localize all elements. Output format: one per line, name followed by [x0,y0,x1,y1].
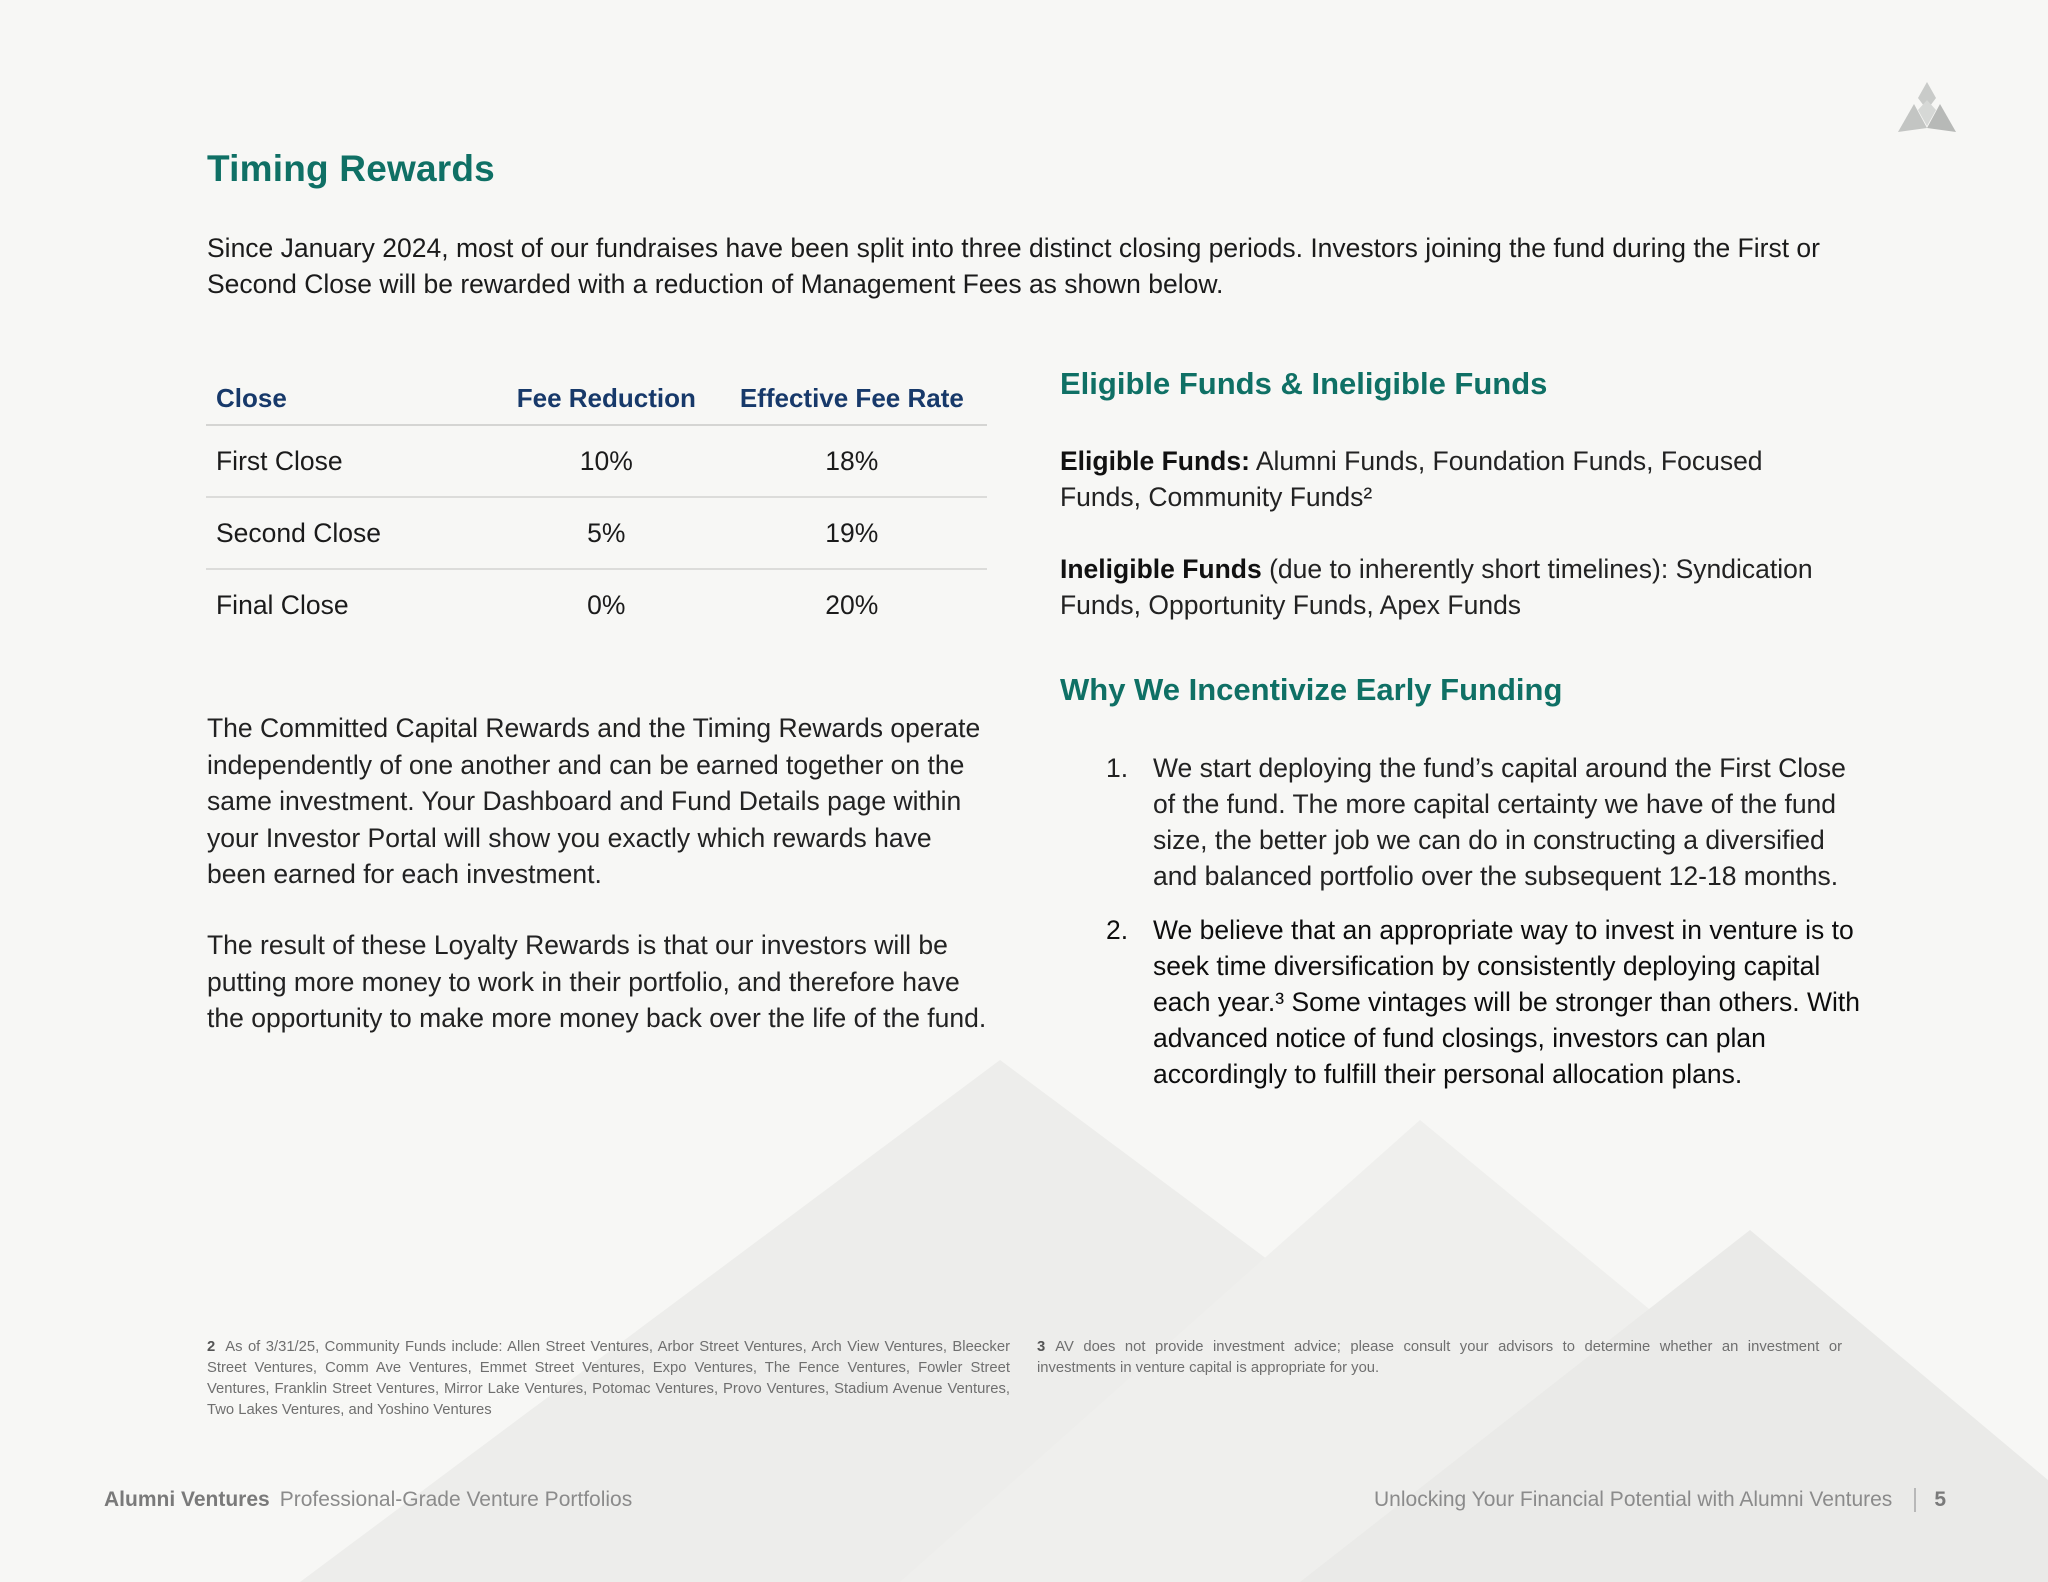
footer-right [1374,1488,1946,1512]
eligible-funds-heading: Eligible Funds & Ineligible Funds [1060,366,1548,401]
footer-left [104,1488,632,1512]
table-row [206,425,987,497]
footnote-3 [1037,1337,1842,1379]
cell-effective-fee-rate: 20% [825,589,879,620]
page-number: 5 [1934,1488,1946,1511]
footer-divider [1914,1488,1916,1512]
footnote-text: AV does not provide investment advice; please consult your advisors to determine whether an investment or investments in venture capital is appropriate for you. [1037,1339,1842,1376]
cell-fee-reduction: 5% [496,497,717,569]
eligible-funds-text: Alumni Funds, Foundation Funds, Focused Funds, Community Funds² [1060,446,1763,512]
cell-effective-fee-rate: 18% [717,425,987,497]
eligible-funds-label: Eligible Funds: [1060,446,1250,476]
alumni-ventures-logo-icon [1896,80,1958,136]
list-item [1060,750,1860,894]
header-effective-fee-rate: Effective Fee Rate [717,372,987,425]
fee-reduction-table [206,372,987,640]
reasons-list [1060,750,1860,1110]
rewards-independence-paragraph: The Committed Capital Rewards and the Timing Rewards operate independently of one another and can be earned together on the same investment. Your Dashboard and Fund Details page within your Investor Portal will show you exactly which rewards have been earned for each investment. [207,713,981,889]
footnote-2 [207,1337,1010,1421]
why-incentivize-heading: Why We Incentivize Early Funding [1060,672,1563,707]
cell-close: Second Close [206,497,496,569]
footnote-number: 2 [207,1339,216,1355]
footnote-text: As of 3/31/25, Community Funds include: Allen Street Ventures, Arbor Street Ventures, Arch View Ventures, Bleecker Street Ventures, Comm Ave Ventures, Emmet Street Ventures, Expo Ventures, The Fence Ventures, Fowler Street Ventures, Franklin Street Ventures, Mirror Lake Ventures, Potomac Ventures, Provo Ventures, Stadium Avenue Ventures, Two Lakes Ventures, and Yoshino Ventures [207,1339,1010,1418]
ineligible-funds-label: Ineligible Funds [1060,554,1262,584]
list-item [1060,912,1860,1092]
eligible-funds-paragraph [1060,443,1850,515]
table-row [206,569,987,640]
header-close: Close [206,372,496,425]
header-fee-reduction: Fee Reduction [496,372,717,425]
page-title: Timing Rewards [207,148,495,189]
table-header-row [206,372,987,425]
footer-document-title: Unlocking Your Financial Potential with Alumni Ventures [1374,1488,1893,1511]
cell-close: First Close [206,425,496,497]
intro-paragraph: Since January 2024, most of our fundraises have been split into three distinct closing periods. Investors joining the fund during the First or Second Close will be rewarded with a reduction of Management Fees as shown below. [207,233,1820,299]
footer-tagline: Professional-Grade Venture Portfolios [279,1488,633,1511]
loyalty-result-paragraph: The result of these Loyalty Rewards is that our investors will be putting more money to work in their portfolio, and therefore have the opportunity to make more money back over the life of the fund. [207,930,987,1033]
footnote-number: 3 [1037,1339,1046,1355]
footer-brand: Alumni Ventures [104,1488,270,1511]
list-item-text: We start deploying the fund’s capital around the First Close of the fund. The more capital certainty we have of the fund size, the better job we can do in constructing a diversified and balanced portfolio over the subsequent 12-18 months. [1153,753,1846,891]
list-item-text: We believe that an appropriate way to invest in venture is to seek time diversification by consistently deploying capital each year.³ Some vintages will be stronger than others. With advanced notice of fund closings, investors can plan accordingly to fulfill their personal allocation plans. [1153,915,1861,1089]
cell-close: Final Close [216,589,349,620]
list-item-number: 2. [1106,915,1129,945]
cell-effective-fee-rate: 19% [717,497,987,569]
ineligible-funds-paragraph [1060,551,1850,623]
cell-fee-reduction: 10% [496,425,717,497]
cell-fee-reduction: 0% [587,589,626,620]
table-row [206,497,987,569]
list-item-number: 1. [1106,753,1129,783]
ineligible-funds-text: (due to inherently short timelines): Syndication Funds, Opportunity Funds, Apex Funds [1060,554,1813,620]
